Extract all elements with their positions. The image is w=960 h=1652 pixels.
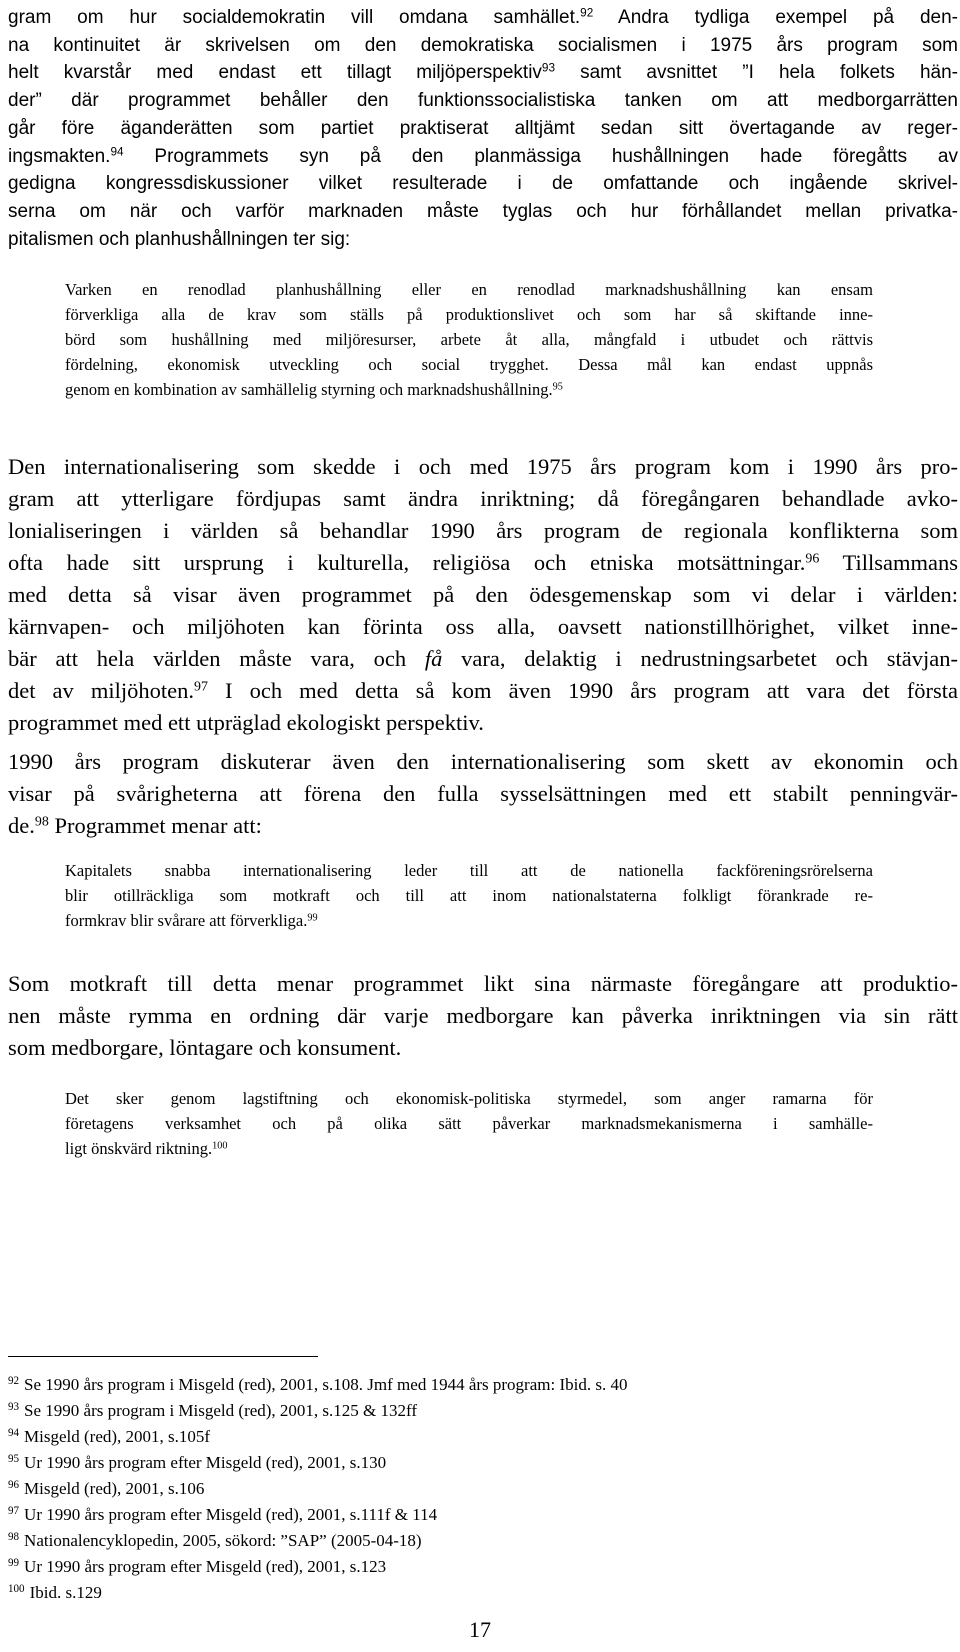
line-text: gram att ytterligare fördjupas samt ändra inriktning; då föregångaren behandlade avko- — [8, 486, 958, 511]
text-line — [8, 515, 958, 547]
text-line — [8, 778, 958, 810]
line-text: pitalismen och planhushållningen ter sig: — [8, 228, 351, 250]
footnote — [8, 1424, 908, 1450]
text-line — [65, 352, 873, 377]
line-text-continued: I och med detta så kom även 1990 års program att vara det första — [207, 678, 959, 703]
text-line — [65, 327, 873, 352]
line-text: förverkliga alla de krav som ställs på produktionslivet och som har så skiftande inne- — [65, 305, 873, 324]
text-line — [8, 170, 958, 198]
text-line — [8, 451, 958, 483]
footnote-reference[interactable]: 92 — [580, 6, 594, 20]
line-text: de. — [8, 813, 35, 838]
footnote — [8, 1476, 908, 1502]
line-text: gram om hur socialdemokratin vill omdana samhället. — [8, 7, 581, 28]
line-text: bär att hela världen måste vara, och — [8, 646, 425, 671]
paragraph-4 — [8, 968, 958, 1064]
line-text: Kapitalets snabba internationalisering leder till att de nationella fackföreningsrörelserna — [65, 861, 873, 880]
line-text-continued: Programmet menar att: — [48, 813, 262, 838]
footnote — [8, 1398, 908, 1424]
text-line — [8, 643, 958, 675]
text-line — [8, 198, 958, 226]
page-number: 17 — [469, 1617, 491, 1642]
line-text: kärnvapen- och miljöhoten kan förinta oss alla, oavsett nationstillhörighet, vilket inne- — [8, 614, 958, 639]
line-text: nen måste rymma en ordning där varje medborgare kan påverka inriktningen via sin rätt — [8, 1003, 958, 1028]
footnote — [8, 1528, 908, 1554]
line-text-continued: Tillsammans — [819, 550, 958, 575]
line-text-continued: samt avsnittet ”I hela folkets hän- — [555, 62, 958, 84]
block-quote-1 — [65, 277, 873, 402]
footnote-number: 99 — [8, 1556, 20, 1569]
footnote-reference[interactable]: 98 — [34, 814, 49, 830]
line-text: der” där programmet behåller den funktionssocialistiska tanken om att medborgarrätten — [8, 90, 958, 112]
text-line — [65, 1086, 873, 1111]
line-text: ligt önskvärd riktning. — [65, 1139, 213, 1158]
text-line — [8, 547, 958, 579]
emphasis-text: få — [424, 646, 443, 671]
footnote-reference[interactable]: 97 — [194, 679, 208, 695]
line-text: Som motkraft till detta menar programmet likt sina närmaste föregångare att produktio- — [8, 971, 958, 996]
footnote — [8, 1554, 908, 1580]
line-text: visar på svårigheterna att förena den fulla sysselsättningen med ett stabilt penningvär- — [8, 781, 958, 806]
line-text-continued: vara, delaktig i nedrustningsarbetet och stävjan- — [442, 646, 958, 671]
line-text: lonialiseringen i världen så behandlar 1990 års program de regionala konflikterna som — [8, 518, 958, 543]
text-line — [8, 968, 958, 1000]
text-line — [65, 908, 873, 933]
text-line — [8, 226, 958, 254]
footnote-text: Ur 1990 års program efter Misgeld (red), 2001, s.123 — [24, 1557, 387, 1576]
footnote — [8, 1372, 908, 1398]
line-text: gedigna kongressdiskussioner vilket resulterade i de omfattande och ingående skrivel- — [8, 173, 958, 195]
text-line — [8, 59, 958, 87]
line-text: går före äganderätten som partiet praktiserat alltjämt sedan sitt övertagande av reger- — [8, 117, 958, 139]
footnote-text: Nationalencyklopedin, 2005, sökord: ”SAP” (2005-04-18) — [24, 1531, 422, 1550]
text-line — [65, 277, 873, 302]
line-text: det av miljöhoten. — [8, 678, 194, 703]
footnote-reference[interactable]: 94 — [110, 145, 124, 159]
text-line — [8, 746, 958, 778]
text-line — [65, 302, 873, 327]
footnote-reference[interactable]: 100 — [212, 1140, 228, 1152]
text-line — [8, 483, 958, 515]
footnote — [8, 1580, 908, 1606]
line-text: företagens verksamhet och på olika sätt påverkar marknadsmekanismerna i samhälle- — [65, 1114, 873, 1133]
line-text: ingsmakten. — [8, 145, 111, 167]
footnote-text: Se 1990 års program i Misgeld (red), 2001, s.108. Jmf med 1944 års program: Ibid. s. 40 — [24, 1375, 628, 1394]
footnote-number: 100 — [8, 1582, 25, 1595]
line-text: ofta hade sitt ursprung i kulturella, religiösa och etniska motsättningar. — [8, 550, 806, 575]
line-text: som medborgare, löntagare och konsument. — [8, 1035, 402, 1060]
footnote-number: 97 — [8, 1504, 20, 1517]
footnote-number: 95 — [8, 1452, 20, 1465]
footnote-number: 98 — [8, 1530, 20, 1543]
footnote-reference[interactable]: 99 — [307, 912, 318, 924]
text-line — [8, 87, 958, 115]
text-line — [65, 858, 873, 883]
text-line — [8, 32, 958, 60]
line-text: serna om när och varför marknaden måste tyglas och hur förhållandet mellan privatka- — [8, 200, 958, 222]
footnote-text: Se 1990 års program i Misgeld (red), 2001, s.125 & 132ff — [24, 1401, 418, 1420]
text-line — [65, 377, 873, 402]
line-text: formkrav blir svårare att förverkliga. — [65, 911, 308, 930]
text-line — [8, 707, 958, 739]
block-quote-3 — [65, 1086, 873, 1161]
line-text: fördelning, ekonomisk utveckling och social trygghet. Dessa mål kan endast uppnås — [65, 355, 873, 374]
footnote-reference[interactable]: 96 — [805, 551, 820, 567]
footnote-text: Ur 1990 års program efter Misgeld (red), 2001, s.130 — [24, 1453, 387, 1472]
line-text: helt kvarstår med endast ett tillagt miljöperspektiv — [8, 62, 542, 84]
block-quote-2 — [65, 858, 873, 933]
line-text-continued: Programmets syn på den planmässiga hushållningen hade föregåtts av — [123, 145, 958, 167]
text-line — [8, 675, 958, 707]
footnote-reference[interactable]: 95 — [552, 381, 563, 393]
line-text: programmet med ett utpräglad ekologiskt perspektiv. — [8, 710, 484, 735]
footnote-number: 96 — [8, 1478, 20, 1491]
text-line — [8, 1000, 958, 1032]
paragraph-3 — [8, 746, 958, 842]
footnote-text: Misgeld (red), 2001, s.105f — [24, 1427, 211, 1446]
line-text: börd som hushållning med miljöresurser, arbete åt alla, mångfald i utbudet och rättvis — [65, 330, 873, 349]
footnote-number: 93 — [8, 1400, 20, 1413]
footnote-text: Ibid. s.129 — [29, 1583, 102, 1602]
line-text: genom en kombination av samhällelig styrning och marknadshushållning. — [65, 380, 553, 399]
paragraph-2 — [8, 451, 958, 739]
footnote-reference[interactable]: 93 — [541, 61, 556, 75]
footnote — [8, 1502, 908, 1528]
footnote-number: 94 — [8, 1426, 20, 1439]
line-text: blir otillräckliga som motkraft och till att inom nationalstaterna folkligt förankrade re- — [65, 886, 873, 905]
footnotes — [8, 1372, 908, 1606]
line-text: na kontinuitet är skrivelsen om den demokratiska socialismen i 1975 års program som — [8, 34, 958, 56]
footnote-text: Misgeld (red), 2001, s.106 — [24, 1479, 205, 1498]
footnote-divider — [8, 1356, 318, 1357]
text-line — [8, 579, 958, 611]
text-line — [8, 611, 958, 643]
footnote — [8, 1450, 908, 1476]
paragraph-1 — [8, 4, 958, 253]
text-line — [8, 115, 958, 143]
text-line — [8, 143, 958, 171]
footnote-number: 92 — [8, 1374, 20, 1387]
text-line — [8, 810, 958, 842]
text-line — [8, 4, 958, 32]
footnote-text: Ur 1990 års program efter Misgeld (red), 2001, s.111f & 114 — [24, 1505, 438, 1524]
line-text-continued: Andra tydliga exempel på den- — [593, 7, 958, 28]
line-text: Varken en renodlad planhushållning eller en renodlad marknadshushållning kan ensam — [65, 280, 873, 299]
text-line — [65, 1136, 873, 1161]
line-text: med detta så visar även programmet på den ödesgemenskap som vi delar i världen: — [8, 582, 958, 607]
text-line — [65, 883, 873, 908]
text-line — [65, 1111, 873, 1136]
line-text: Det sker genom lagstiftning och ekonomisk-politiska styrmedel, som anger ramarna för — [65, 1089, 873, 1108]
line-text: Den internationalisering som skedde i och med 1975 års program kom i 1990 års pro- — [8, 454, 958, 479]
line-text: 1990 års program diskuterar även den internationalisering som skett av ekonomin och — [8, 749, 958, 774]
text-line — [8, 1032, 958, 1064]
